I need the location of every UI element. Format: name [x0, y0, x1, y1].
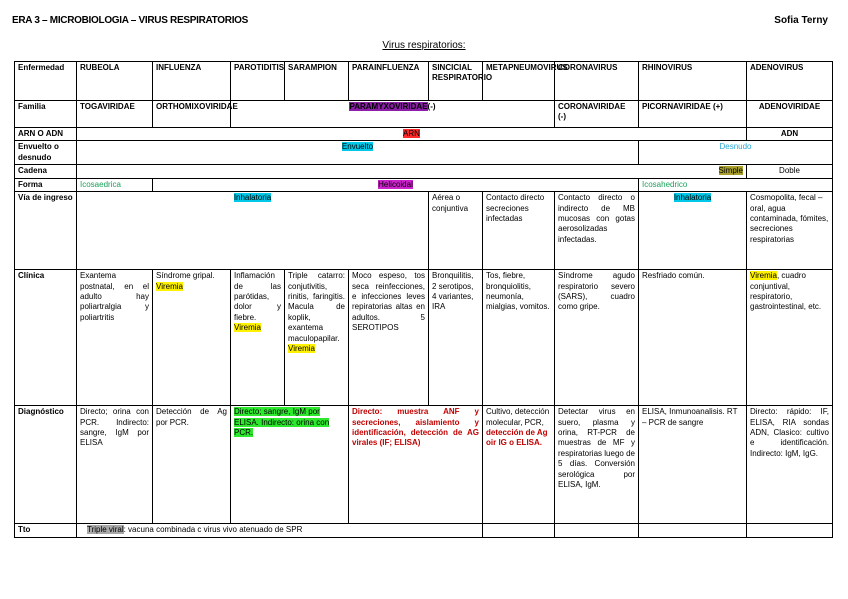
clinica-sarampion	[285, 270, 349, 406]
virus-parainfluenza: PARAINFLUENZA	[349, 62, 429, 101]
tto-empty-3	[639, 524, 747, 537]
cadena-cell	[77, 165, 747, 178]
label-arn: ARN O ADN	[15, 128, 77, 141]
via-inhalatoria1-cell	[77, 192, 429, 270]
virus-influenza: INFLUENZA	[153, 62, 231, 101]
row-diagnostico	[15, 406, 833, 524]
label-via: Vía de ingreso	[15, 192, 77, 270]
row-enfermedad	[15, 62, 833, 101]
diag-parainfluenza: Directo: muestra ANF y secreciones, aislamiento y identificación, detección de AG virales (IF; ELISA)	[349, 406, 483, 524]
row-cadena	[15, 165, 833, 178]
familia-corona: CORONAVIRIDAE (-)	[555, 101, 639, 128]
familia-paramyxo-sign: (-)	[427, 102, 436, 111]
virus-adenovirus: ADENOVIRUS	[747, 62, 833, 101]
clinica-sincicial: Bronquilitis, 2 serotipos, 4 variantes, IRA	[429, 270, 483, 406]
clinica-influenza	[153, 270, 231, 406]
clinica-adeno	[747, 270, 833, 406]
label-clinica: Clínica	[15, 270, 77, 406]
label-enfermedad: Enfermedad	[15, 62, 77, 101]
header-left: ERA 3 – MICROBIOLOGIA – VIRUS RESPIRATORIOS	[12, 15, 249, 26]
familia-toga: TOGAVIRIDAE	[77, 101, 153, 128]
page-title: Virus respiratorios:	[382, 40, 466, 51]
via-inhalatoria2-cell	[639, 192, 747, 270]
label-forma: Forma	[15, 178, 77, 191]
diag-meta-red: detección de Ag oir IG o ELISA.	[486, 427, 548, 448]
tto-triple: Triple viral	[87, 525, 124, 535]
clinica-parotiditis	[231, 270, 285, 406]
via-metapneumo: Contacto directo secreciones infectadas	[483, 192, 555, 270]
forma-helicoidal: Helicoidal	[378, 179, 413, 189]
familia-ortho: ORTHOMIXOVIRIDAE	[153, 101, 231, 128]
row-forma	[15, 178, 833, 191]
row-clinica	[15, 270, 833, 406]
diag-adeno: Directo: rápido: IF, ELISA, RIA sondas ADN, Clasico: cultivo e identificación. Indirecto: IgM, IgG.	[747, 406, 833, 524]
virus-rhinovirus: RHINOVIRUS	[639, 62, 747, 101]
envuelto-value: Envuelto	[341, 142, 374, 152]
forma-icosa1: Icosaedrica	[77, 178, 153, 191]
arn-value: ARN	[403, 129, 420, 138]
label-envuelto: Envuelto o desnudo	[15, 141, 77, 165]
virus-rubeola: RUBEOLA	[77, 62, 153, 101]
label-diagnostico: Diagnóstico	[15, 406, 77, 524]
row-tto	[15, 524, 833, 537]
viremia-tag: Viremia	[750, 271, 777, 281]
tto-cell	[77, 524, 483, 537]
clinica-parotiditis-text: Inflamación de las parótidas, dolor y fiebre.	[234, 271, 281, 322]
diag-metapneumo	[483, 406, 555, 524]
cadena-simple: Simple	[718, 166, 743, 176]
viremia-tag: Viremia	[288, 343, 315, 353]
diag-paro-sar-cell	[231, 406, 349, 524]
viremia-tag: Viremia	[234, 323, 261, 333]
author-name: Sofia Terny	[774, 15, 828, 26]
virus-parotiditis: PAROTIDITIS	[231, 62, 285, 101]
forma-icosa2: Icosahedrico	[639, 178, 833, 191]
via-adeno: Cosmopolita, fecal – oral, agua contaminada, fómites, secreciones respiratorias	[747, 192, 833, 270]
diag-rhino: ELISA, Inmunoanalisis. RT – PCR de sangre	[639, 406, 747, 524]
familia-adeno: ADENOVIRIDAE	[747, 101, 833, 128]
tto-rest: : vacuna combinada c virus vivo atenuado de SPR	[123, 525, 303, 535]
desnudo-value: Desnudo	[639, 141, 833, 165]
clinica-influenza-text: Síndrome gripal.	[156, 271, 215, 281]
envuelto-cell	[77, 141, 639, 165]
familia-picorna: PICORNAVIRIDAE (+)	[639, 101, 747, 128]
via-corona: Contacto directo o indirecto de MB mucosas con gotas aerosolizadas infectadas.	[555, 192, 639, 270]
viremia-tag: Viremia	[156, 281, 183, 291]
clinica-sarampion-text: Triple catarro: conjutivitis, rinitis, faringitis. Macula de koplik, exantema maculopapilar.	[288, 271, 345, 343]
diag-meta-plain: Cultivo, detección molecular, PCR,	[486, 407, 550, 427]
adn-value: ADN	[747, 128, 833, 141]
familia-paramyxo: PARAMYXOVIRIDAE	[349, 102, 428, 111]
label-cadena: Cadena	[15, 165, 77, 178]
virus-sincicial: SINCICIAL RESPIRATORIO	[429, 62, 483, 101]
clinica-adeno-text: , cuadro conjuntival, respiratorio, gastrointestinal, etc.	[750, 271, 822, 312]
tto-empty-1	[483, 524, 555, 537]
clinica-corona: Síndrome agudo respiratorio severo (SARS), cuadro como gripe.	[555, 270, 639, 406]
diag-influenza: Detección de Ag por PCR.	[153, 406, 231, 524]
cadena-doble: Doble	[747, 165, 833, 178]
virus-coronavirus: CORONAVIRUS	[555, 62, 639, 101]
tto-empty-4	[747, 524, 833, 537]
virus-sarampion: SARAMPION	[285, 62, 349, 101]
via-sincicial: Aérea o conjuntiva	[429, 192, 483, 270]
familia-paramyxo-cell	[231, 101, 555, 128]
row-arn	[15, 128, 833, 141]
tto-empty-2	[555, 524, 639, 537]
label-tto: Tto	[15, 524, 77, 537]
clinica-parainfluenza: Moco espeso, tos seca reinfecciones, e infecciones leves repiratorias altas en adultos. 5 SEROTIPOS	[349, 270, 429, 406]
via-inhalatoria2: Inhalatoria	[673, 193, 712, 203]
arn-cell	[77, 128, 747, 141]
diag-rubeola: Directo; orina con PCR. Indirecto: sangre, IgM por ELISA	[77, 406, 153, 524]
virus-metapneumovirus: METAPNEUMOVIRUS	[483, 62, 555, 101]
row-familia	[15, 101, 833, 128]
row-via	[15, 192, 833, 270]
diag-paro-sar: Directo; sangre, IgM por ELISA. Indirecto: orina con PCR.	[234, 407, 330, 437]
label-familia: Familia	[15, 101, 77, 128]
clinica-rubeola: Exantema postnatal, en el adulto hay poliartralgia y poliartritis	[77, 270, 153, 406]
via-inhalatoria1: Inhalatoria	[233, 193, 272, 203]
virus-table	[14, 61, 833, 538]
row-envuelto	[15, 141, 833, 165]
clinica-metapneumo: Tos, fiebre, bronquiolitis, neumonía, mialgias, vomitos.	[483, 270, 555, 406]
diag-corona: Detectar virus en suero, plasma y orina, RT-PCR de muestras de MF y respiratorias luego de 5 días. Conversión serológica por ELISA, IgM.	[555, 406, 639, 524]
forma-helicoidal-cell	[153, 178, 639, 191]
clinica-rhino: Resfriado común.	[639, 270, 747, 406]
